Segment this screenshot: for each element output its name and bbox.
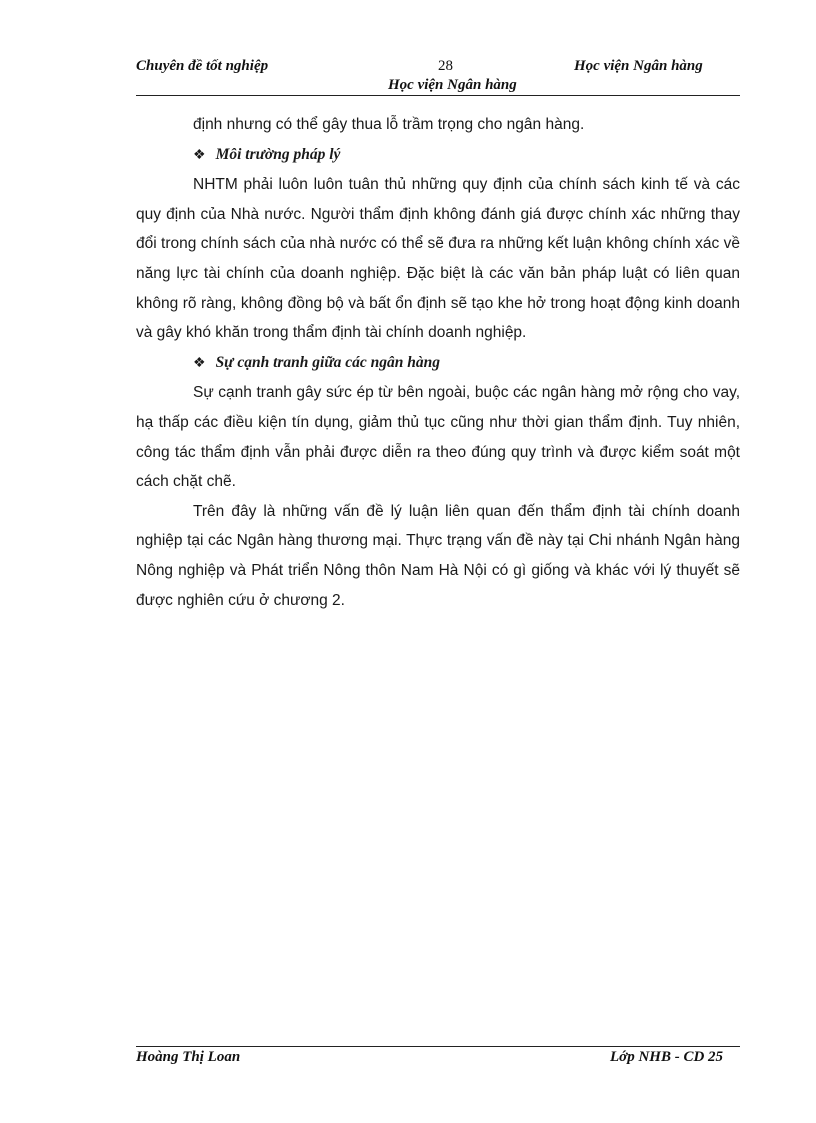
- diamond-bullet-icon: ❖: [193, 147, 206, 163]
- footer-class: Lớp NHB - CD 25: [610, 1049, 724, 1065]
- continuation-paragraph: định nhưng có thể gây thua lỗ trầm trọng cho ngân hàng.: [193, 116, 585, 133]
- header-institution: Học viện Ngân hàng: [574, 58, 703, 74]
- section-heading-competition-text: Sự cạnh tranh giữa các ngân hàng: [215, 353, 441, 371]
- section-heading-competition: [136, 348, 740, 379]
- page-number: 28: [438, 58, 453, 74]
- header-rule: [136, 95, 740, 96]
- header-subtitle: Học viện Ngân hàng: [388, 77, 517, 93]
- paragraph-conclusion: Trên đây là những vấn đề lý luận liên quan đến thẩm định tài chính doanh nghiệp tại các Ngân hàng thương mại. Thực trạng vấn đề này tại Chi nhánh Ngân hàng Nông nghiệp và Phát triển Nông thôn Nam Hà Nội có gì giống và khác với lý thuyết sẽ được nghiên cứu ở chương 2.: [136, 502, 740, 609]
- paragraph-legal: NHTM phải luôn luôn tuân thủ những quy định của chính sách kinh tế và các quy định của Nhà nước. Người thẩm định không đánh giá được chính xác những thay đổi trong chính sách của nhà nước có thể sẽ đưa ra những kết luận không chính xác về năng lực tài chính của doanh nghiệp. Đặc biệt là các văn bản pháp luật có liên quan không rõ ràng, không đồng bộ và bất ổn định sẽ tạo khe hở trong hoạt động kinh doanh và gây khó khăn trong thẩm định tài chính doanh nghiệp.: [136, 176, 740, 342]
- paragraph-competition: Sự cạnh tranh gây sức ép từ bên ngoài, buộc các ngân hàng mở rộng cho vay, hạ thấp các điều kiện tín dụng, giảm thủ tục cũng như thời gian thẩm định. Tuy nhiên, công tác thẩm định vẫn phải được diễn ra theo đúng quy trình và được kiểm soát một cách chặt chẽ.: [136, 384, 740, 491]
- footer-author: Hoàng Thị Loan: [136, 1049, 241, 1065]
- page-body: [136, 110, 740, 615]
- section-heading-legal-text: Môi trường pháp lý: [215, 145, 341, 163]
- diamond-bullet-icon: ❖: [193, 355, 206, 371]
- section-heading-legal: [136, 140, 740, 171]
- header-doc-title: Chuyên đề tốt nghiệp: [136, 58, 269, 74]
- footer-rule: [136, 1046, 740, 1047]
